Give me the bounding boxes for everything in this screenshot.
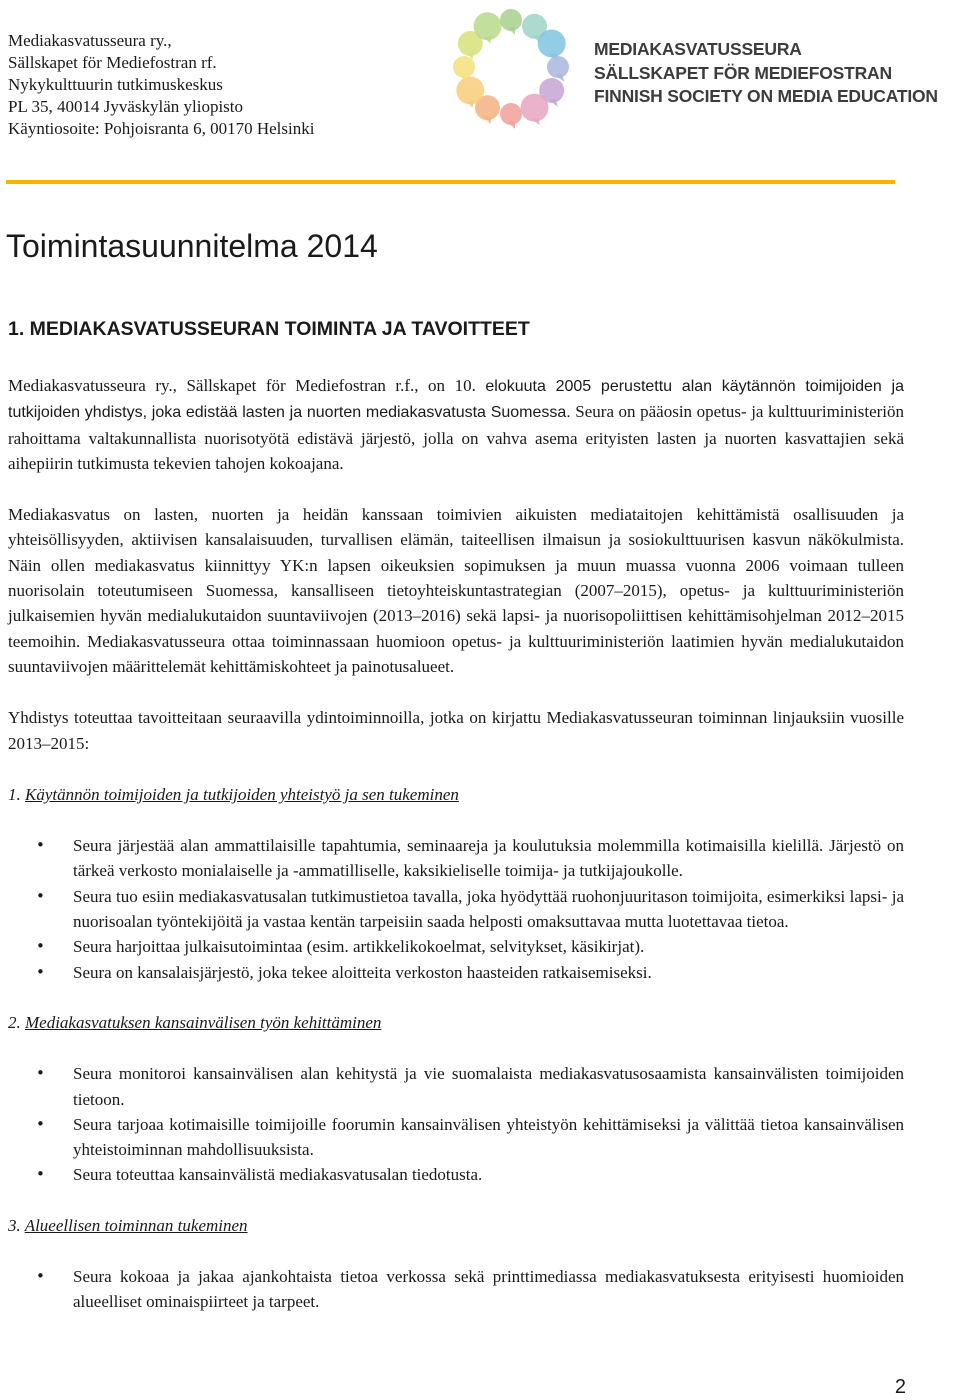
core-activity-area <box>8 1213 904 1315</box>
list-item: • Seura tuo esiin mediakasvatusalan tutkimustietoa tavalla, joka hyödyttää ruohonjuuritason toimijoita, esimerkiksi lapsi- ja nuorisoalan työntekijöitä ja vastaa kentän tarpeisiin saada helposti omaksuttavaa mutta luotettavaa tietoa. <box>8 884 904 935</box>
core-activities-paragraph: Yhdistys toteuttaa tavoitteitaan seuraavilla ydintoiminnoilla, jotka on kirjattu Mediakasvatusseuran toiminnan linjauksiin vuosille 2013–2015: <box>8 708 904 753</box>
mediakasvatus-paragraph: Mediakasvatus on lasten, nuorten ja heidän kanssaan toimivien aikuisten mediataitojen kehittämistä osallisuuden ja yhteisöllisyyden, aktiivisen kansalaisuuden, turvallisen elämän, taiteellisen ilmaisun ja sosiokulttuurisen kasvun näkökulmista. Näin ollen mediakasvatus kiinnittyy YK:n lapsen oikeuksien sopimuksen ja muun muassa vuonna 2006 voimaan tulleen nuorisolain toteutumiseen Suomessa, kansalliseen tietoyhteiskuntastrategian (2007–2015), opetus- ja kulttuuriministeriön julkaisemien hyvän medialukutaidon suuntaviivojen (2013–2016) sekä lapsi- ja nuorisopoliittisen kehittämisohjelman 2012–2015 teemoihin. Mediakasvatusseura ottaa toiminnassaan huomioon opetus- ja kulttuuriministeriön laatimien hyvän medialukutaidon suuntaviivojen määrittelemät kehittämiskohteet ja painotusalueet. <box>8 505 904 676</box>
organization-name <box>594 38 960 109</box>
document-title: Toimintasuunnitelma 2014 <box>6 228 378 264</box>
area-items <box>8 1061 904 1187</box>
org-name-sv: SÄLLSKAPET FÖR MEDIEFOSTRAN <box>594 62 892 83</box>
list-item: • Seura kokoaa ja jakaa ajankohtaista tietoa verkossa sekä printtimediassa mediakasvatuksesta erityisesti huomioiden alueelliset ominaispiirteet ja tarpeet. <box>8 1264 904 1315</box>
area-items <box>8 833 904 985</box>
list-item: • Seura järjestää alan ammattilaisille tapahtumia, seminaareja ja koulutuksia molemmilla kotimaisilla kielillä. Järjestö on tärkeä verkosto monialaiselle ja -ammatilliselle, kaksikieliselle toimija- ja tutkijajoukolle. <box>8 833 904 884</box>
logo-bubble <box>538 30 566 58</box>
logo-bubble-tail <box>508 121 515 129</box>
address-line: Käyntiosoite: Pohjoisranta 6, 00170 Helsinki <box>8 119 315 138</box>
org-name-en: FINNISH SOCIETY ON MEDIA EDUCATION <box>594 86 938 106</box>
speech-bubbles-logo-icon <box>436 4 586 130</box>
page-number: 2 <box>894 1376 906 1398</box>
list-item: • Seura harjoittaa julkaisutoimintaa (esim. artikkelikokoelmat, selvitykset, käsikirjat). <box>8 934 904 959</box>
logo-bubble-tail <box>485 116 492 124</box>
intro-text: Mediakasvatusseura ry., Sällskapet för Mediefostran r.f., on 10. <box>8 376 476 395</box>
core-activity-area <box>8 1010 904 1188</box>
area-number: 3. <box>8 1215 21 1235</box>
logo-bubble-tail <box>508 27 515 35</box>
area-title: Mediakasvatuksen kansainvälisen työn kehittäminen <box>25 1012 382 1032</box>
address-line: Sällskapet för Mediefostran rf. <box>8 53 217 72</box>
intro-text-sans: elokuuta 2005 perustettu alan käytännön toimijoiden ja tutkijoiden yhdistys, joka edistää lasten ja nuorten mediakasvatusta Suomessa. <box>8 378 904 422</box>
core-activity-area <box>8 782 904 985</box>
area-title: Käytännön toimijoiden ja tutkijoiden yhteistyö ja sen tukeminen <box>25 784 459 804</box>
logo-bubble <box>456 77 484 105</box>
area-title: Alueellisen toiminnan tukeminen <box>24 1215 248 1235</box>
area-number: 1. <box>8 784 21 804</box>
area-heading <box>8 782 904 807</box>
logo-bubble <box>521 94 549 122</box>
section-heading: 1. MEDIAKASVATUSSEURAN TOIMINTA JA TAVOITTEET <box>8 318 530 340</box>
address-line: Nykykulttuurin tutkimuskeskus <box>8 75 223 94</box>
address-line: PL 35, 40014 Jyväskylän yliopisto <box>8 97 244 116</box>
list-item: • Seura on kansalaisjärjestö, joka tekee aloitteita verkoston haasteiden ratkaisemiseksi. <box>8 960 904 985</box>
intro-text-rest: Seura on pääosin opetus- ja kulttuuriministeriön rahoittama valtakunnallista nuorisotyötä edistävä järjestö, jolla on vahva asema erityisten lasten ja nuorten kasvattajien sekä aihepiirin tutkimusta tekevien tahojen kokoajana. <box>8 402 905 473</box>
area-heading <box>8 1010 904 1035</box>
document-body <box>8 373 904 1340</box>
area-number: 2. <box>8 1012 21 1032</box>
org-name-fi: MEDIAKASVATUSSEURA <box>594 39 802 59</box>
list-item: • Seura tarjoaa kotimaisille toimijoille foorumin kansainvälisen yhteistyön kehittämiseksi ja välittää tietoa kansainvälisen yhteistoiminnan mahdollisuuksista. <box>8 1112 904 1163</box>
area-items <box>8 1264 904 1315</box>
sender-address <box>8 30 428 140</box>
logo-bubble <box>474 12 502 40</box>
list-item: • Seura monitoroi kansainvälisen alan kehitystä ja vie suomalaista mediakasvatusosaamista kansainvälisten toimijoiden tietoon. <box>8 1061 904 1112</box>
address-line: Mediakasvatusseura ry., <box>8 31 172 50</box>
header-divider <box>6 180 895 184</box>
intro-paragraph <box>8 373 904 476</box>
area-heading <box>8 1213 904 1238</box>
list-item: • Seura toteuttaa kansainvälistä mediakasvatusalan tiedotusta. <box>8 1162 904 1187</box>
